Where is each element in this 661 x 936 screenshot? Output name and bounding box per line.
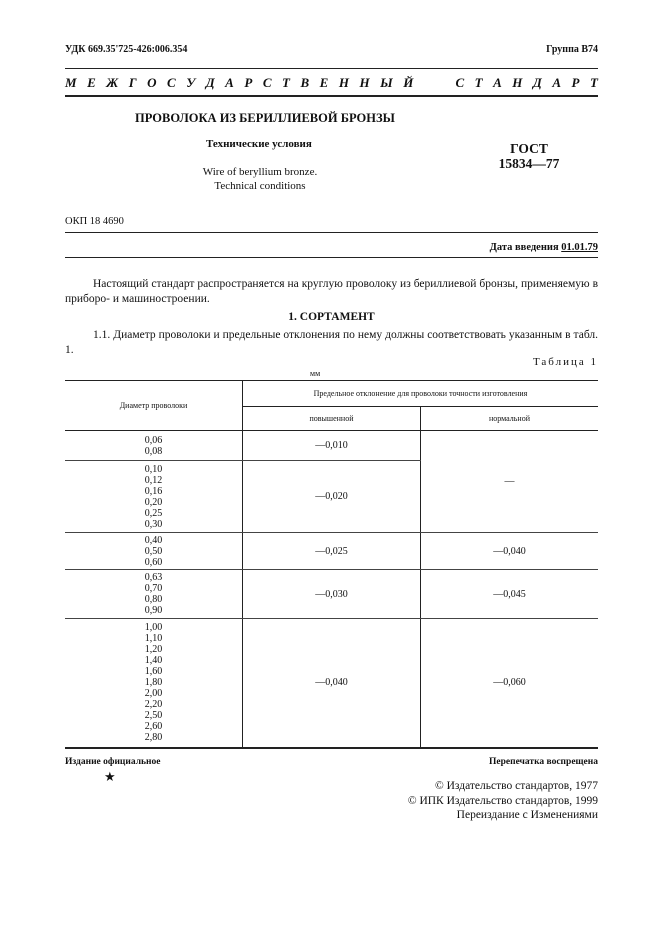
diameter-value: 0,50	[144, 545, 163, 557]
header-diameter: Диаметр проволоки	[65, 381, 243, 431]
header-deviation: Предельное отклонение для проволоки точности изготовления	[243, 381, 599, 407]
diameter-value: 0,90	[144, 605, 163, 616]
diameter-value: 0,20	[144, 496, 163, 508]
diameter-value: 0,25	[144, 507, 163, 519]
diameter-cell	[65, 461, 243, 533]
diameter-value: 0,06	[144, 434, 163, 446]
copyright-1999: © ИПК Издательство стандартов, 1999	[407, 795, 598, 807]
diameter-value: 1,10	[144, 633, 163, 645]
diameter-cell	[65, 619, 243, 747]
heading-letter: Е	[87, 75, 96, 90]
gost-number-block	[492, 141, 566, 171]
heading-letter: С	[455, 75, 465, 90]
diameter-value: 0,60	[144, 556, 163, 568]
heading-letter: Д	[532, 75, 542, 90]
heading-letter: В	[300, 75, 310, 90]
gost-number: 15834—77	[498, 156, 560, 171]
normal-deviation-cell: —0,040	[421, 533, 599, 570]
diameter-cell	[65, 533, 243, 570]
gost-label: ГОСТ	[510, 141, 548, 156]
diameter-value: 2,60	[144, 721, 163, 733]
standard-type-heading	[65, 75, 598, 91]
table-row	[65, 570, 598, 619]
diameter-cell	[65, 431, 243, 461]
heading-letter: Г	[128, 75, 137, 90]
english-title-line2: Technical conditions	[214, 180, 306, 192]
english-title-line1: Wire of beryllium bronze.	[202, 166, 318, 178]
table-row	[65, 431, 598, 461]
date-rule	[65, 257, 598, 258]
heading-letter: А	[552, 75, 561, 90]
english-title	[180, 165, 340, 193]
heading-letter: Р	[244, 75, 253, 90]
heading-letter: А	[493, 75, 502, 90]
deviation-table	[65, 380, 598, 747]
diameter-value: 0,80	[144, 594, 163, 605]
heading-letter: Н	[338, 75, 349, 90]
diameter-value: 0,08	[144, 445, 163, 457]
intro-paragraph: Настоящий стандарт распространяется на круглую проволоку из бериллиевой бронзы, применяемую в приборо- и машиностроении.	[65, 278, 598, 305]
heading-letter: Д	[205, 75, 215, 90]
heading-letter: Т	[474, 75, 483, 90]
heading-letter: С	[262, 75, 272, 90]
star-icon: ★	[104, 769, 116, 784]
diameter-value: 1,60	[144, 666, 163, 678]
reissue-note: Переиздание с Изменениями	[456, 809, 598, 821]
diameter-value: 2,50	[144, 710, 163, 722]
date-label: Дата введения	[489, 242, 559, 253]
high-deviation-cell: —0,025	[243, 533, 421, 570]
diameter-value: 1,40	[144, 655, 163, 667]
diameter-value: 0,12	[144, 474, 163, 486]
heading-letter: О	[147, 75, 157, 90]
heading-letter: А	[225, 75, 234, 90]
header-high-precision: повышенной	[243, 407, 421, 431]
diameter-value: 0,63	[144, 572, 163, 583]
high-deviation-cell: —0,040	[243, 619, 421, 747]
table-row	[65, 619, 598, 747]
heading-letter: Ы	[380, 75, 393, 90]
table-caption: Таблица 1	[532, 356, 598, 368]
heading-letter: Р	[571, 75, 580, 90]
diameter-value: 0,40	[144, 534, 163, 546]
diameter-value: 0,16	[144, 485, 163, 497]
diameter-value: 1,20	[144, 644, 163, 656]
udk-code: УДК 669.35'725-426:006.354	[65, 44, 188, 55]
high-deviation-cell: —0,020	[243, 461, 421, 533]
diameter-cell	[65, 570, 243, 619]
section-paragraph: 1.1. Диаметр проволоки и предельные отклонения по нему должны соответствовать указанным в табл. 1.	[65, 329, 598, 356]
high-deviation-cell: —0,010	[243, 431, 421, 461]
heading-letter: Й	[403, 75, 414, 90]
introduction-date	[490, 242, 598, 253]
date-value: 01.01.79	[561, 242, 598, 253]
copyright-1977: © Издательство стандартов, 1977	[434, 780, 598, 792]
heading-letter: М	[65, 75, 77, 90]
diameter-value: 0,70	[144, 583, 163, 594]
section-heading: 1. СОРТАМЕНТ	[288, 311, 375, 323]
reprint-notice: Перепечатка воспрещена	[488, 757, 598, 767]
heading-letter: Е	[319, 75, 329, 90]
diameter-value: 2,00	[144, 688, 163, 700]
heading-letter: Н	[512, 75, 523, 90]
diameter-value: 1,00	[144, 622, 163, 634]
table-row	[65, 533, 598, 570]
diameter-value: 0,30	[144, 518, 163, 530]
okp-code: ОКП 18 4690	[65, 216, 124, 227]
header-normal-precision: нормальной	[421, 407, 599, 431]
heading-letter: Т	[589, 75, 598, 90]
heading-letter: Т	[282, 75, 290, 90]
normal-deviation-cell: —0,060	[421, 619, 599, 747]
document-title: ПРОВОЛОКА ИЗ БЕРИЛЛИЕВОЙ БРОНЗЫ	[135, 111, 395, 125]
heading-letter: Ж	[106, 75, 119, 90]
okp-rule	[65, 232, 598, 233]
heading-letter: С	[167, 75, 176, 90]
normal-deviation-cell: —	[421, 431, 599, 533]
table-unit: мм	[310, 369, 321, 378]
diameter-value: 0,10	[144, 463, 163, 475]
heading-letter: У	[186, 75, 196, 90]
diameter-value: 1,80	[144, 677, 163, 689]
document-subtitle: Технические условия	[206, 138, 312, 150]
high-deviation-cell: —0,030	[243, 570, 421, 619]
top-rule	[65, 68, 598, 69]
diameter-value: 2,80	[144, 732, 163, 744]
footer-rule	[65, 747, 598, 749]
diameter-value: 2,20	[144, 699, 163, 711]
normal-deviation-cell: —0,045	[421, 570, 599, 619]
heading-rule	[65, 95, 598, 97]
group-code: Группа В74	[546, 44, 598, 55]
official-edition: Издание официальное	[65, 757, 161, 767]
heading-letter: Н	[359, 75, 370, 90]
